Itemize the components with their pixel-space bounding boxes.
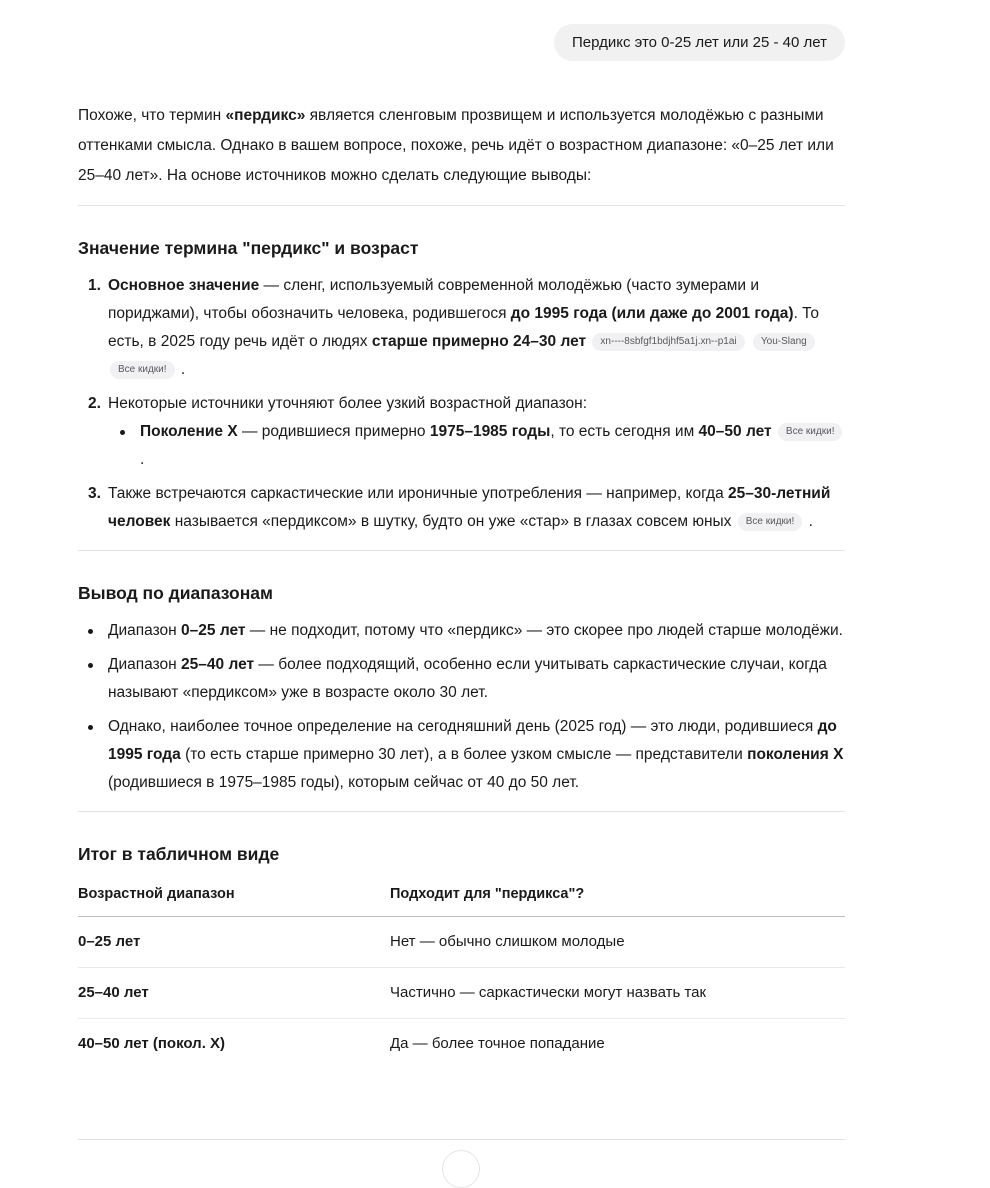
bold-text-run: 25–30-летний человек	[108, 485, 831, 530]
text-run: Некоторые источники уточняют более узкий возрастной диапазон:	[108, 395, 588, 412]
list-item-number: 1.	[88, 277, 101, 294]
conclusion-bullet-list	[78, 617, 845, 797]
bullet-icon	[78, 651, 108, 707]
user-message-bubble: Пердикс это 0-25 лет или 25 - 40 лет	[554, 24, 845, 61]
table-cell-verdict: Частично — саркастически могут назвать так	[390, 968, 845, 1019]
text-run	[772, 423, 776, 440]
text-run: — сленг, используемый современной молодёжью (часто зумерами и пориджами), чтобы обозначить человека, родившегося	[108, 277, 760, 322]
table-cell-verdict: Да — более точное попадание	[390, 1035, 605, 1052]
section-divider	[78, 811, 845, 812]
text-run: . То есть, в 2025 году речь идёт о людях	[108, 305, 820, 350]
bold-text-run: 25–40 лет	[181, 656, 255, 673]
text-run: — родившиеся примерно	[237, 423, 430, 440]
list-item	[78, 480, 845, 536]
section-heading-meaning: Значение термина "пердикс" и возраст	[78, 238, 419, 258]
table-row	[78, 917, 845, 968]
text-run: Похоже, что термин	[78, 107, 226, 124]
bold-text-run: Основное значение	[108, 277, 260, 294]
bullet-text	[108, 651, 845, 707]
citation-badge[interactable]: xn----8sbfgf1bdjhf5a1j.xn--p1ai	[592, 333, 744, 351]
summary-table	[78, 878, 845, 1069]
list-item-text	[108, 272, 845, 384]
bullet-item	[78, 713, 845, 797]
bold-text-run: 0–25 лет	[181, 622, 246, 639]
bold-text-run: до 1995 года (или даже до 2001 года)	[510, 305, 794, 322]
text-run: (родившиеся в 1975–1985 годы), которым сейчас от 40 до 50 лет.	[108, 774, 580, 791]
bullet-icon	[78, 617, 108, 645]
text-run: — не подходит, потому что «пердикс» — это скорее про людей старше молодёжи.	[245, 622, 843, 639]
table-row	[78, 968, 845, 1019]
table-cell-range: 0–25 лет	[78, 917, 390, 968]
bold-text-run: Поколение X	[140, 423, 238, 440]
citation-badge[interactable]: Все кидки!	[110, 361, 175, 379]
section-heading-summary: Итог в табличном виде	[78, 844, 280, 864]
text-run	[747, 333, 751, 350]
table-cell-verdict: Нет — обычно слишком молодые	[390, 917, 845, 968]
text-run: Также встречаются саркастические или ироничные употребления — например, когда	[108, 485, 729, 502]
text-run: Диапазон	[108, 656, 182, 673]
section-divider	[78, 205, 845, 206]
table-cell-range: 25–40 лет	[78, 968, 390, 1019]
list-item	[78, 272, 845, 384]
text-run: Однако, наиболее точное определение на сегодняшний день (2025 год) — это люди, родившиеся	[108, 718, 818, 735]
bold-text-run: поколения X	[747, 746, 844, 763]
chat-content-column	[78, 0, 845, 1069]
bullet-text	[108, 617, 845, 645]
text-run: (то есть старше примерно 30 лет), а в более узком смысле — представители	[180, 746, 748, 763]
list-item	[78, 390, 845, 474]
table-cell-range: 40–50 лет (покол. X)	[78, 1035, 226, 1052]
bold-text-run: до 1995 года	[108, 718, 837, 763]
section-heading-conclusion: Вывод по диапазонам	[78, 583, 273, 603]
bold-text-run: 1975–1985 годы	[429, 423, 551, 440]
text-run: .	[140, 451, 145, 468]
bottom-divider	[78, 1139, 845, 1140]
sub-bullet-list	[108, 418, 845, 474]
section-divider	[78, 550, 845, 551]
list-item-number: 3.	[88, 485, 101, 502]
citation-badge[interactable]: Все кидки!	[738, 513, 803, 531]
citation-badge[interactable]: Все кидки!	[778, 423, 843, 441]
list-item-text	[108, 390, 845, 474]
scroll-to-bottom-button[interactable]	[442, 1150, 480, 1188]
text-run: является сленговым прозвищем и используется молодёжью с разными оттенками смысла. Однако в вашем вопросе, похоже, речь идёт о возрастном диапазоне: «0–25 лет или 25–40 лет». На основе источников можно сделать следующие выводы:	[78, 107, 834, 184]
text-run: называется «пердиксом» в шутку, будто он уже «стар» в глазах совсем юных	[170, 513, 736, 530]
table-header-age-range: Возрастной диапазон	[78, 878, 390, 917]
list-item-text	[108, 480, 845, 536]
meaning-numbered-list	[78, 272, 845, 536]
bullet-icon	[78, 713, 108, 797]
intro-paragraph	[78, 101, 845, 191]
text-run	[586, 333, 590, 350]
text-run: Диапазон	[108, 622, 182, 639]
text-run: , то есть сегодня им	[550, 423, 699, 440]
bullet-icon	[108, 418, 140, 474]
table-header-row	[78, 878, 845, 917]
list-item-number: 2.	[88, 395, 101, 412]
user-message-row	[78, 24, 845, 61]
text-run: .	[804, 513, 813, 530]
bullet-text	[108, 713, 845, 797]
citation-badge[interactable]: You-Slang	[753, 333, 815, 351]
bold-text-run: 40–50 лет	[698, 423, 772, 440]
sub-bullet-item	[108, 418, 845, 474]
table-header-fits: Подходит для "пердикса"?	[390, 878, 845, 917]
sub-bullet-text	[140, 418, 845, 474]
bold-text-run: старше примерно 24–30 лет	[371, 333, 587, 350]
bold-text-run: «пердикс»	[225, 107, 306, 124]
text-run: .	[176, 361, 186, 378]
list-item-lead	[108, 390, 845, 418]
bullet-item	[78, 617, 845, 645]
assistant-response	[78, 101, 845, 1069]
table-row	[78, 1019, 845, 1070]
text-run: — более подходящий, особенно если учитывать саркастические случаи, когда называют «пердиксом» уже в возрасте около 30 лет.	[108, 656, 827, 701]
bullet-item	[78, 651, 845, 707]
